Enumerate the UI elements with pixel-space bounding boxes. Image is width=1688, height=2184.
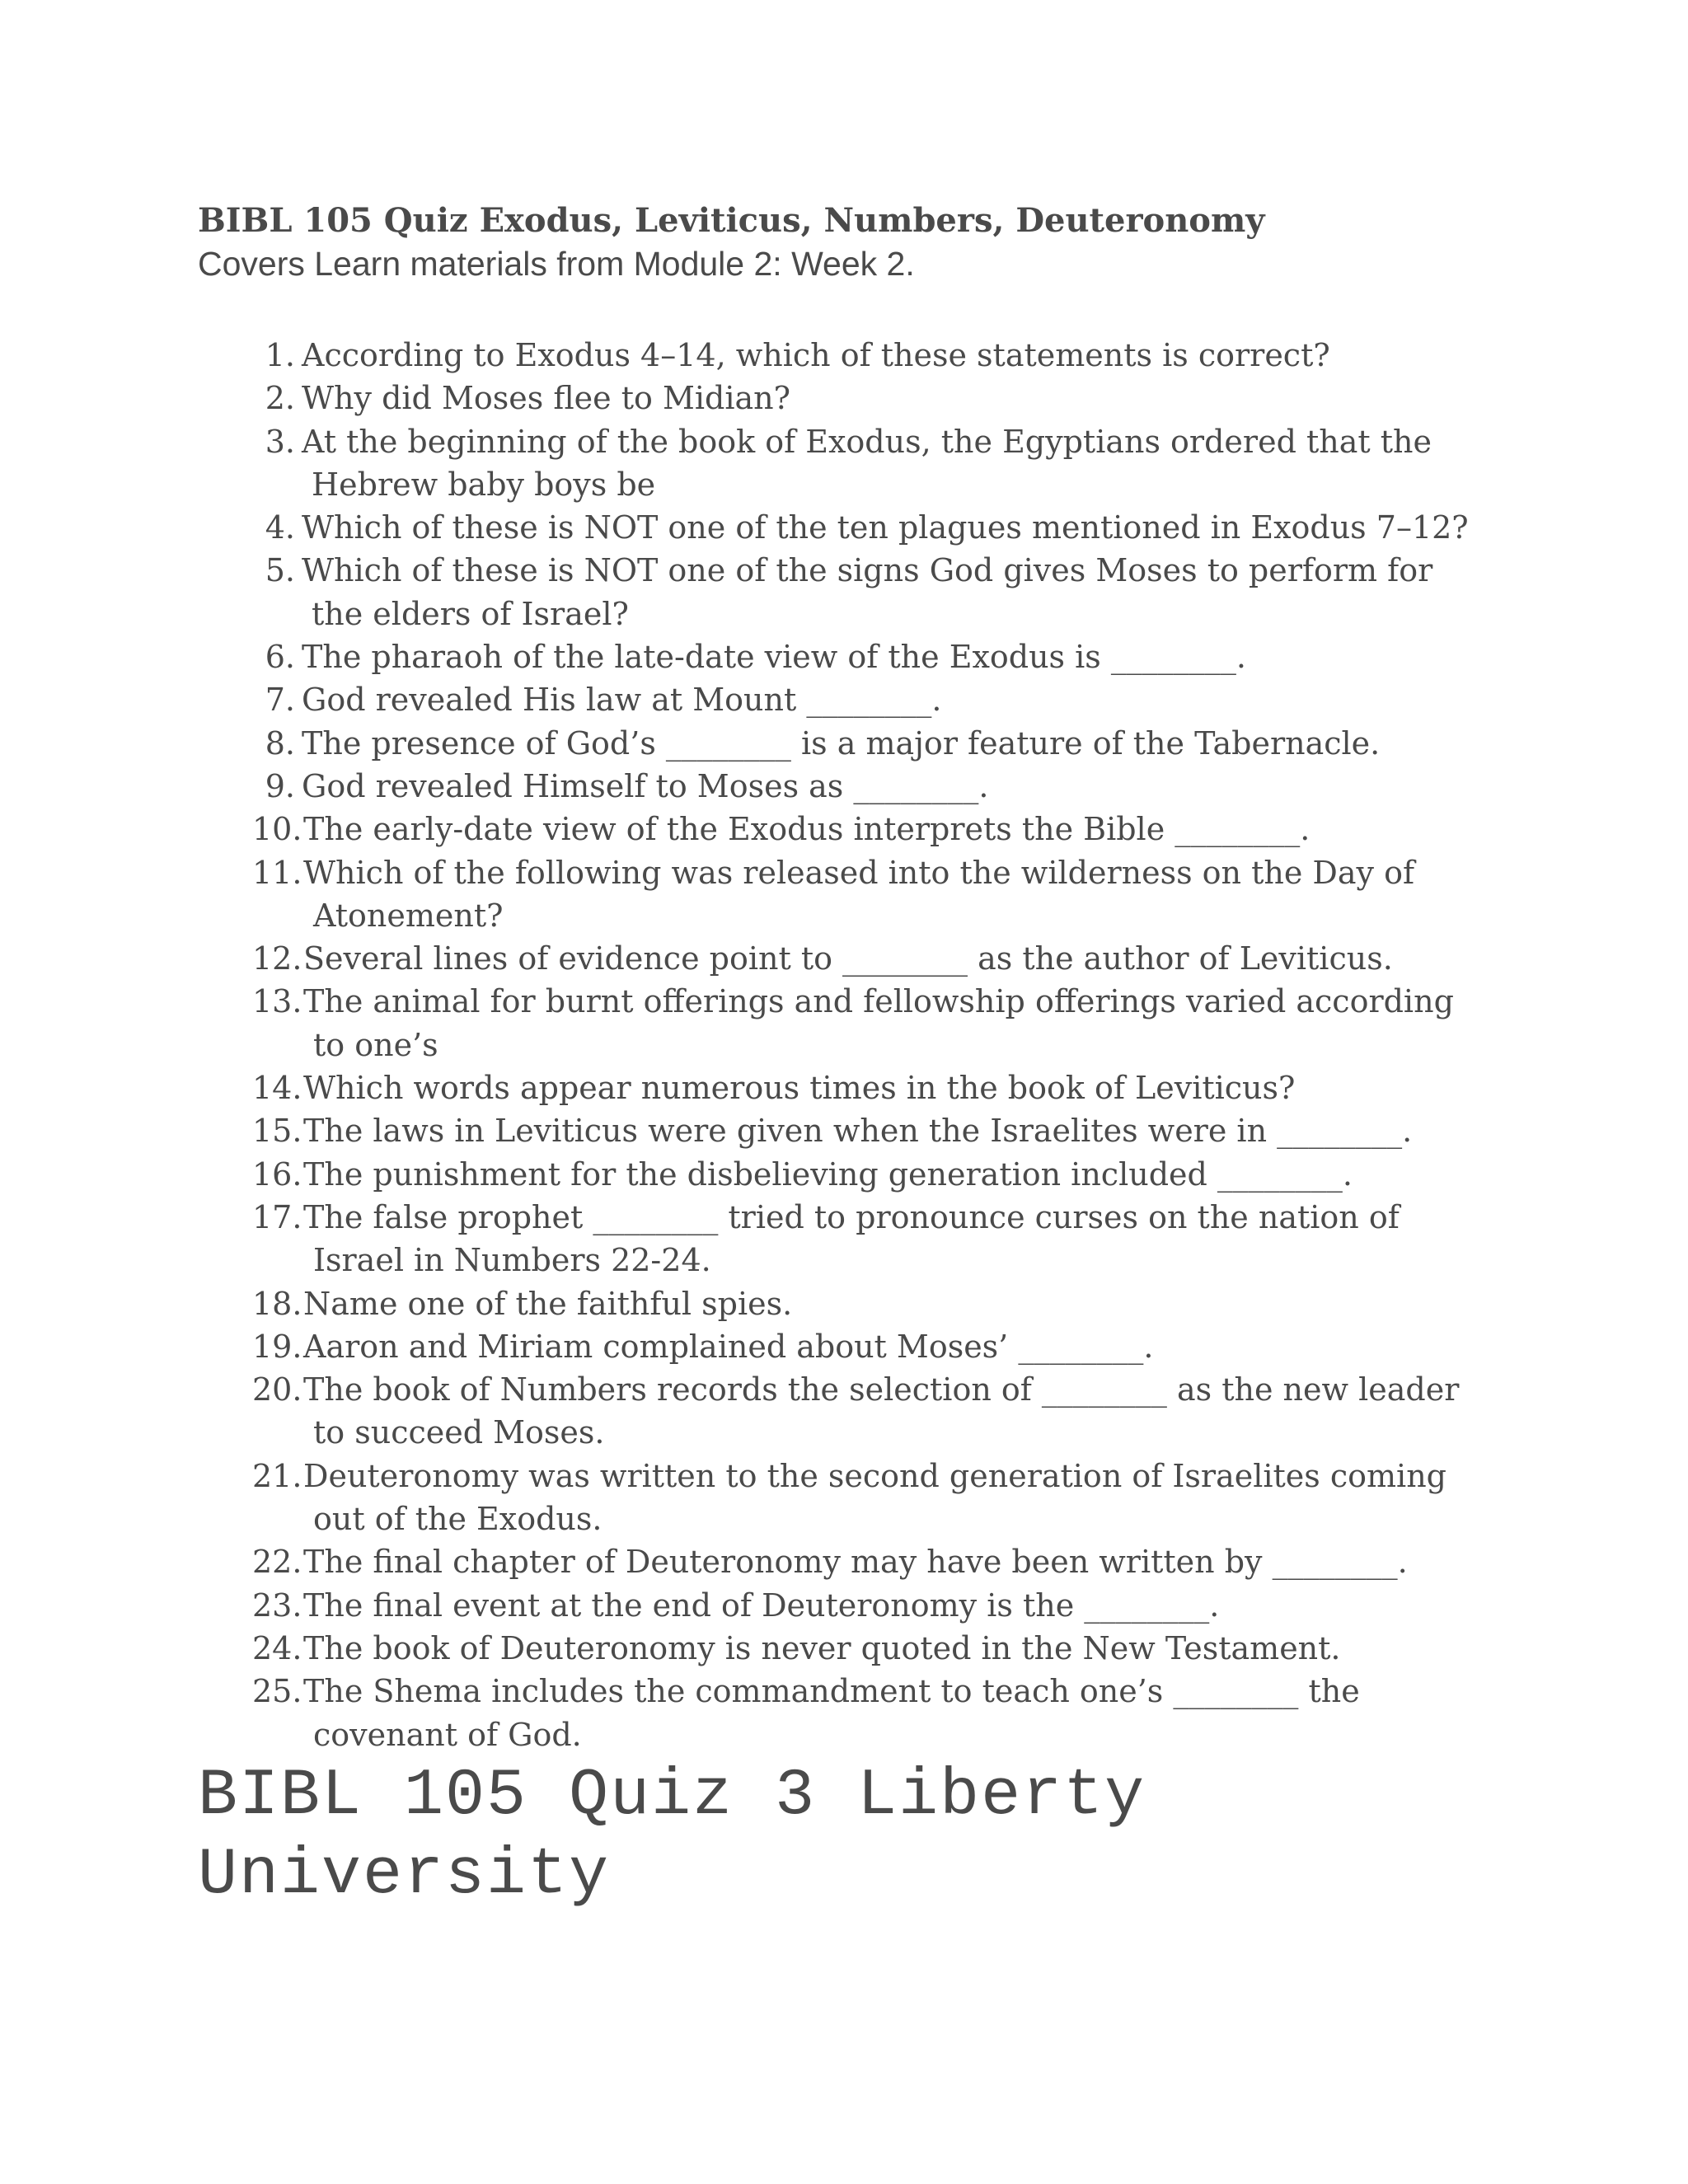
- document-title: BIBL 105 Quiz Exodus, Leviticus, Numbers, Deuteronomy: [198, 201, 1265, 240]
- question-item: [252, 1670, 1489, 1756]
- question-number: 4.: [265, 509, 295, 546]
- question-number: 16.: [252, 1155, 302, 1193]
- question-item: [252, 420, 1489, 507]
- question-number: 6.: [265, 639, 295, 676]
- question-number: 12.: [252, 940, 302, 977]
- question-text: Which of these is NOT one of the signs God gives Moses to perform for the elders of Israel?: [302, 552, 1433, 632]
- question-number: 7.: [265, 682, 295, 719]
- question-item: [252, 506, 1489, 549]
- question-text: Aaron and Miriam complained about Moses’ ________.: [303, 1328, 1154, 1365]
- question-item: [252, 377, 1489, 419]
- question-number: 19.: [252, 1328, 302, 1365]
- question-text: Several lines of evidence point to ________ as the author of Leviticus.: [303, 940, 1393, 977]
- question-item: [252, 851, 1489, 938]
- question-text: Name one of the faithful spies.: [303, 1285, 793, 1322]
- question-number: 15.: [252, 1113, 302, 1150]
- question-number: 17.: [252, 1198, 302, 1235]
- question-text: The early-date view of the Exodus interprets the Bible ________.: [303, 811, 1311, 848]
- question-item: [252, 678, 1489, 721]
- question-text: Which words appear numerous times in the book of Leviticus?: [303, 1070, 1296, 1107]
- question-item: [252, 1584, 1489, 1627]
- question-text: The animal for burnt offerings and fellowship offerings varied according to one’s: [303, 983, 1454, 1063]
- question-text: The book of Numbers records the selection of ________ as the new leader to succeed Moses.: [303, 1371, 1460, 1451]
- question-number: 8.: [265, 724, 295, 762]
- question-item: [252, 549, 1489, 635]
- question-number: 11.: [252, 854, 302, 891]
- question-number: 2.: [265, 380, 295, 417]
- question-item: [252, 1540, 1489, 1583]
- question-number: 3.: [265, 423, 295, 460]
- question-item: [252, 808, 1489, 851]
- question-text: The final event at the end of Deuteronomy is the ________.: [303, 1586, 1220, 1624]
- question-number: 20.: [252, 1371, 302, 1408]
- question-item: [252, 1627, 1489, 1670]
- question-text: Why did Moses flee to Midian?: [302, 380, 790, 417]
- question-item: [252, 1455, 1489, 1541]
- question-item: [252, 722, 1489, 765]
- question-text: The punishment for the disbelieving generation included ________.: [303, 1155, 1353, 1193]
- question-item: [252, 334, 1489, 377]
- question-item: [252, 1109, 1489, 1152]
- question-number: 5.: [265, 552, 295, 589]
- question-item: [252, 635, 1489, 678]
- question-number: 21.: [252, 1457, 302, 1494]
- question-number: 1.: [265, 337, 295, 373]
- question-text: The Shema includes the commandment to teach one’s ________ the covenant of God.: [303, 1673, 1360, 1753]
- question-item: [252, 980, 1489, 1066]
- question-item: [252, 1066, 1489, 1109]
- footer-title: BIBL 105 Quiz 3 Liberty University: [198, 1759, 1146, 1913]
- question-text: Deuteronomy was written to the second generation of Israelites coming out of the Exodus.: [303, 1457, 1447, 1538]
- document-subtitle: Covers Learn materials from Module 2: Week 2.: [198, 245, 915, 283]
- question-text: The laws in Leviticus were given when the Israelites were in ________.: [303, 1113, 1413, 1150]
- question-number: 14.: [252, 1070, 302, 1107]
- question-item: [252, 1325, 1489, 1368]
- question-item: [252, 1368, 1489, 1455]
- question-number: 9.: [265, 767, 295, 804]
- question-text: The pharaoh of the late-date view of the Exodus is ________.: [302, 639, 1246, 676]
- question-text: The final chapter of Deuteronomy may have been written by ________.: [303, 1544, 1408, 1581]
- question-number: 23.: [252, 1586, 302, 1624]
- question-item: [252, 765, 1489, 808]
- question-text: At the beginning of the book of Exodus, the Egyptians ordered that the Hebrew baby boys be: [302, 423, 1432, 503]
- question-number: 22.: [252, 1544, 302, 1581]
- question-number: 13.: [252, 983, 302, 1020]
- question-item: [252, 1196, 1489, 1282]
- question-text: The false prophet ________ tried to pronounce curses on the nation of Israel in Numbers 22-24.: [303, 1198, 1400, 1279]
- question-item: [252, 1153, 1489, 1196]
- question-number: 24.: [252, 1629, 302, 1666]
- question-text: The presence of God’s ________ is a major feature of the Tabernacle.: [302, 724, 1381, 762]
- question-item: [252, 937, 1489, 980]
- question-text: God revealed His law at Mount ________.: [302, 682, 942, 719]
- question-text: According to Exodus 4–14, which of these statements is correct?: [302, 337, 1330, 373]
- question-text: God revealed Himself to Moses as ________.: [302, 767, 989, 804]
- question-text: Which of the following was released into the wilderness on the Day of Atonement?: [303, 854, 1415, 934]
- question-number: 10.: [252, 811, 302, 848]
- question-text: The book of Deuteronomy is never quoted in the New Testament.: [303, 1629, 1341, 1666]
- question-number: 18.: [252, 1285, 302, 1322]
- question-number: 25.: [252, 1673, 302, 1710]
- question-item: [252, 1282, 1489, 1325]
- question-list: [252, 334, 1489, 1756]
- question-text: Which of these is NOT one of the ten plagues mentioned in Exodus 7–12?: [302, 509, 1469, 546]
